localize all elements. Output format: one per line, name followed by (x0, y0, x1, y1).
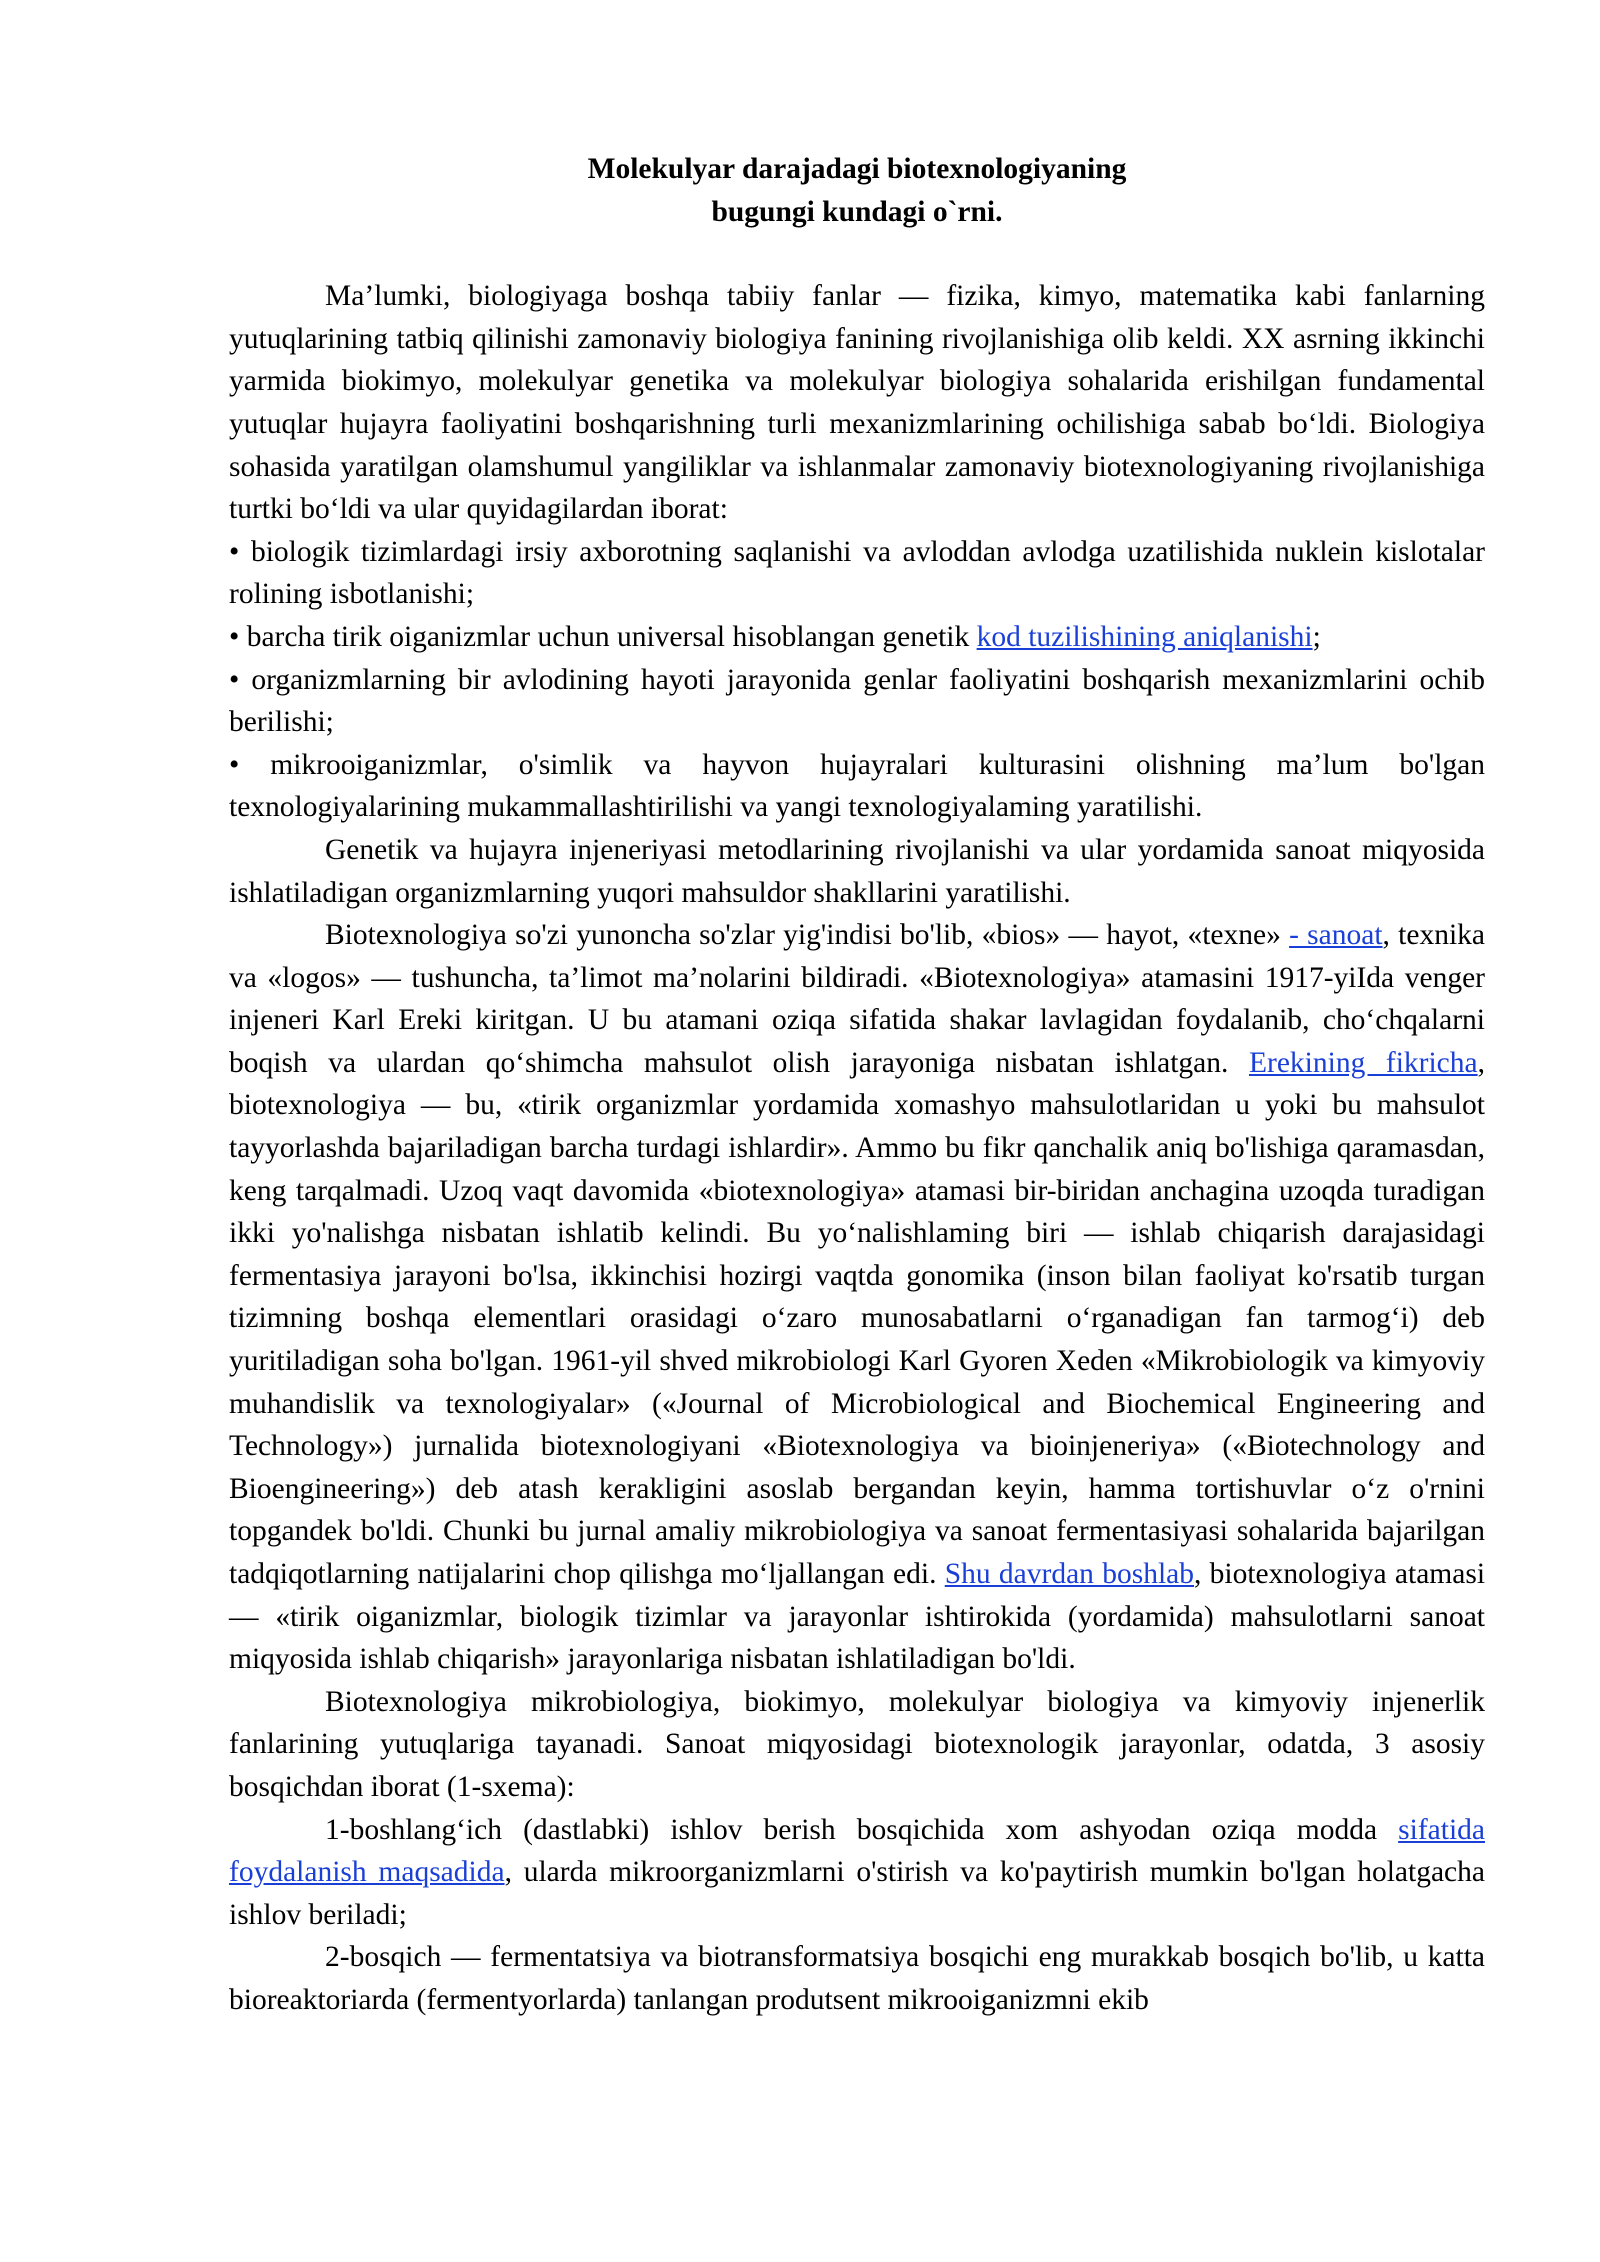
paragraph-biotechnology-history (229, 914, 1485, 1681)
paragraph-history-text-3: , biotexnologiya — bu, «tirik organizmlar yordamida xomashyo mahsulotlaridan u yoki bu mahsulot tayyorlashda bajariladigan barcha turdagi ishlardir». Ammo bu fikr qanchalik aniq bo'lishiga qaramasdan, keng tarqalmadi. Uzoq vaqt davomida «biotexnologiya» atamasi bir-biridan anchagina uzoqda turadigan ikki yo'nalishga nisbatan ishlatib kelindi. Bu yo‘nalishlaming biri — ishlab chiqarish darajasidagi fermentasiya jarayoni bo'lsa, ikkinchisi hozirgi vaqtda gonomika (inson bilan faoliyat ko'rsatib turgan tizimning boshqa elementlari orasidagi o‘zaro munosabatlarni o‘rganadigan fan tarmog‘i) deb yuritiladigan soha bo'lgan. 1961-yil shved mikrobiologi Karl Gyoren Xeden «Mikrobiologik va kimyoviy muhandislik va texnologiyalar» («Journal of Microbiological and Biochemical Engineering and Technology») jurnalida biotexnologiyani «Biotexnologiya va bioinjeneriya» («Biotechnology and Bioengineering») deb atash kerakligini asoslab bergandan keyin, hamma tortishuvlar o‘z o'rnini topgandek bo'ldi. Chunki bu jurnal amaliy mikrobiologiya va sanoat fermentasiyasi sohalarida bajarilgan tadqiqotlarning natijalarini chop qilishga mo‘ljallangan edi. (229, 1046, 1485, 1590)
stage-1-text-1: 1-boshlang‘ich (dastlabki) ishlov berish bosqichida xom ashyodan oziqa modda (325, 1813, 1399, 1846)
document-body (229, 148, 1485, 2022)
paragraph-genetic-engineering: Genetik va hujayra injeneriyasi metodlarining rivojlanishi va ular yordamida sanoat miqyosida ishlatiladigan organizmlarning yuqori mahsuldor shakllarini yaratilishi. (229, 833, 1485, 909)
paragraph-history-text-2: , texnika va «logos» — tushuncha, ta’limot ma’nolarini bildiradi. «Biotexnologiya» atamasini 1917-yiIda venger injeneri Karl Ereki kiritgan. U bu atamani oziqa sifatida shakar lavlagidan foydalanib, cho‘chqalarni boqish va ulardan qo‘shimcha mahsulot olish jarayoniga nisbatan ishlatgan. (229, 919, 1486, 1079)
bullet-item-2 (229, 616, 1485, 659)
paragraph-intro: Ma’lumki, biologiyaga boshqa tabiiy fanlar — fizika, kimyo, matematika kabi fanlarning yutuqlarining tatbiq qilinishi zamonaviy biologiya fanining rivojlanishiga olib keldi. XX asrning ikkinchi yarmida biokimyo, molekulyar genetika va molekulyar biologiya sohalarida erishilgan fundamental yutuqlar hujayra faoliyatini boshqarishning turli mexanizmlarining ochilishiga sabab bo‘ldi. Biologiya sohasida yaratilgan olamshumul yangiliklar va ishlanmalar zamonaviy biotexnologiyaning rivojlanishiga turtki bo‘ldi va ular quyidagilardan iborat: (229, 280, 1485, 526)
paragraph-stages-intro: Biotexnologiya mikrobiologiya, biokimyo, molekulyar biologiya va kimyoviy injenerlik fanlarining yutuqlariga tayanadi. Sanoat miqyosidagi biotexnologik jarayonlar, odatda, 3 asosiy bosqichdan iborat (1-sxema): (229, 1685, 1485, 1803)
paragraph-history-text-4: , biotexnologiya atamasi — «tirik oiganizmlar, biologik tizimlar va jarayonlar ishtirokida (yordamida) mahsulotlarni sanoat miqyosida ishlab chiqarish» jarayonlariga nisbatan ishlatiladigan bo'ldi. (229, 1558, 1486, 1676)
title-line-2: bugungi kundagi o`rni. (711, 195, 1003, 228)
title-line-1: Molekulyar darajadagi biotexnologiyaning (587, 153, 1127, 185)
link-sifatida-foydalanish[interactable]: sifatida foydalanish maqsadida (229, 1813, 1485, 1889)
bullet-item-4: • mikrooiganizmlar, o'simlik va hayvon hujayralari kulturasini olishning ma’lum bo'lgan texnologiyalarining mukammallashtirilishi va yangi texnologiyalaming yaratilishi. (229, 748, 1485, 824)
bullet-item-2-end: ; (1312, 620, 1321, 653)
bullet-item-1: • biologik tizimlardagi irsiy axborotning saqlanishi va avloddan avlodga uzatilishida nuklein kislotalar rolining isbotlanishi; (229, 535, 1485, 611)
document-title (229, 148, 1485, 233)
link-kod-tuzilishi[interactable]: kod tuzilishining aniqlanishi (976, 620, 1313, 653)
paragraph-history-text-1: Biotexnologiya so'zi yunoncha so'zlar yig'indisi bo'lib, «bios» — hayot, «texne» (325, 919, 1290, 952)
link-sanoat[interactable]: - sanoat (1289, 919, 1383, 952)
link-erekining-fikricha[interactable]: Erekining fikricha (1248, 1046, 1478, 1079)
stage-1-text-2: , ularda mikroorganizmlarni o'stirish va ko'paytirish mumkin bo'lgan holatgacha ishlov beriladi; (229, 1856, 1485, 1931)
bullet-item-2-text: • barcha tirik oiganizmlar uchun universal hisoblangan genetik (229, 620, 977, 653)
link-shu-davrdan-boshlab[interactable]: Shu davrdan boshlab (944, 1558, 1194, 1590)
paragraph-stage-1 (229, 1809, 1485, 1937)
bullet-item-3: • organizmlarning bir avlodining hayoti jarayonida genlar faoliyatini boshqarish mexanizmlarini ochib berilishi; (229, 663, 1485, 739)
paragraph-stage-2: 2-bosqich — fermentatsiya va biotransformatsiya bosqichi eng murakkab bosqich bo'lib, u katta bioreaktoriarda (fermentyorlarda) tanlangan produtsent mikrooiganizmni ekib (229, 1941, 1485, 2016)
